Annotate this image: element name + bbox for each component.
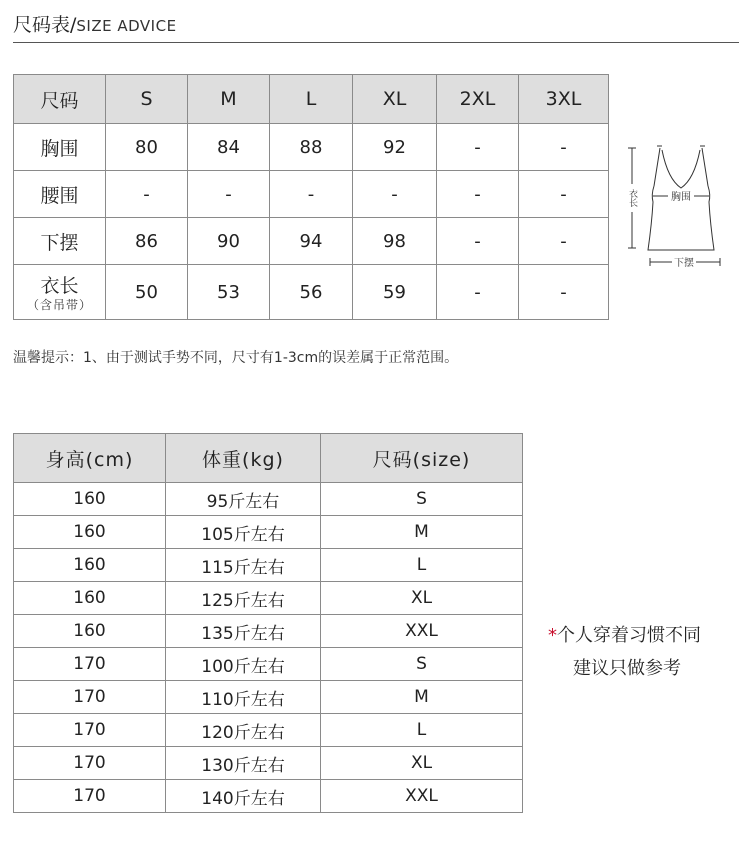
- fit-advice-line2: 建议只做参考: [573, 658, 681, 679]
- table-cell: 130斤左右: [166, 747, 321, 780]
- table-cell: L: [321, 549, 523, 582]
- table-cell: 84: [188, 124, 270, 171]
- table-cell: 160: [14, 516, 166, 549]
- table-row: [14, 483, 523, 516]
- header-cell: 尺码: [14, 75, 106, 124]
- diagram-length-label: 衣长: [627, 189, 637, 207]
- table-cell: 170: [14, 681, 166, 714]
- table-cell: 50: [106, 265, 188, 320]
- row-label-length: [14, 265, 106, 320]
- table-row: [14, 747, 523, 780]
- row-label: 胸围: [14, 124, 106, 171]
- table-row: [14, 218, 609, 265]
- table-cell: -: [437, 218, 519, 265]
- table-row: [14, 648, 523, 681]
- table-cell: S: [321, 648, 523, 681]
- table-cell: 94: [270, 218, 353, 265]
- table-cell: 56: [270, 265, 353, 320]
- size-chart-table: [13, 74, 609, 320]
- height-weight-table: [13, 433, 523, 813]
- table-cell: -: [519, 171, 609, 218]
- table-row: [14, 516, 523, 549]
- table-row: [14, 265, 609, 320]
- header-cell: 尺码(size): [321, 434, 523, 483]
- table-cell: 120斤左右: [166, 714, 321, 747]
- table-cell: 53: [188, 265, 270, 320]
- table-cell: 170: [14, 648, 166, 681]
- table-cell: S: [321, 483, 523, 516]
- header-cell: 3XL: [519, 75, 609, 124]
- table-cell: 92: [353, 124, 437, 171]
- header-cell: S: [106, 75, 188, 124]
- table-cell: 160: [14, 582, 166, 615]
- table-cell: 170: [14, 747, 166, 780]
- table-cell: 105斤左右: [166, 516, 321, 549]
- table-cell: XXL: [321, 615, 523, 648]
- header-cell: 身高(cm): [14, 434, 166, 483]
- table-row: [14, 124, 609, 171]
- header-cell: 体重(kg): [166, 434, 321, 483]
- header-cell: M: [188, 75, 270, 124]
- diagram-hem-label: 下摆: [674, 258, 694, 269]
- table-cell: 115斤左右: [166, 549, 321, 582]
- table-cell: M: [321, 681, 523, 714]
- table-row: [14, 714, 523, 747]
- garment-measurement-diagram: [622, 140, 734, 272]
- table-cell: 160: [14, 615, 166, 648]
- table-cell: XL: [321, 582, 523, 615]
- weight-table-header-row: [14, 434, 523, 483]
- row-sublabel: （含吊带）: [26, 298, 92, 312]
- table-cell: 160: [14, 483, 166, 516]
- table-cell: XL: [321, 747, 523, 780]
- table-row: [14, 615, 523, 648]
- table-cell: 95斤左右: [166, 483, 321, 516]
- table-cell: 110斤左右: [166, 681, 321, 714]
- table-cell: -: [437, 124, 519, 171]
- table-cell: -: [106, 171, 188, 218]
- table-cell: 125斤左右: [166, 582, 321, 615]
- table-row: [14, 582, 523, 615]
- diagram-bust-label: 胸围: [671, 192, 691, 203]
- table-cell: 160: [14, 549, 166, 582]
- header-cell: XL: [353, 75, 437, 124]
- table-cell: 59: [353, 265, 437, 320]
- table-cell: -: [519, 124, 609, 171]
- table-cell: -: [437, 265, 519, 320]
- row-label: 衣长: [40, 275, 79, 297]
- table-cell: -: [270, 171, 353, 218]
- header-divider: [13, 42, 739, 43]
- table-cell: 170: [14, 780, 166, 813]
- table-cell: L: [321, 714, 523, 747]
- table-cell: -: [519, 218, 609, 265]
- table-cell: -: [188, 171, 270, 218]
- row-label: 下摆: [14, 218, 106, 265]
- table-cell: 80: [106, 124, 188, 171]
- header-title-cn: 尺码表/: [13, 14, 77, 36]
- table-cell: 86: [106, 218, 188, 265]
- fit-advice-note: [548, 619, 728, 685]
- table-cell: 140斤左右: [166, 780, 321, 813]
- table-cell: M: [321, 516, 523, 549]
- asterisk: *: [548, 625, 557, 646]
- table-cell: 135斤左右: [166, 615, 321, 648]
- table-row: [14, 780, 523, 813]
- table-row: [14, 681, 523, 714]
- row-label: 腰围: [14, 171, 106, 218]
- table-cell: -: [437, 171, 519, 218]
- table-cell: -: [519, 265, 609, 320]
- table-cell: 98: [353, 218, 437, 265]
- table-cell: 100斤左右: [166, 648, 321, 681]
- header-title-en: SIZE ADVICE: [76, 17, 177, 35]
- header-cell: L: [270, 75, 353, 124]
- measurement-note: 温馨提示：1、由于测试手势不同，尺寸有1-3cm的误差属于正常范围。: [13, 350, 459, 366]
- table-cell: -: [353, 171, 437, 218]
- table-cell: 170: [14, 714, 166, 747]
- table-cell: 88: [270, 124, 353, 171]
- fit-advice-line1: 个人穿着习惯不同: [557, 625, 701, 646]
- table-row: [14, 549, 523, 582]
- size-table-header-row: [14, 75, 609, 124]
- table-cell: 90: [188, 218, 270, 265]
- table-row: [14, 171, 609, 218]
- table-cell: XXL: [321, 780, 523, 813]
- page-header: [13, 10, 177, 36]
- header-cell: 2XL: [437, 75, 519, 124]
